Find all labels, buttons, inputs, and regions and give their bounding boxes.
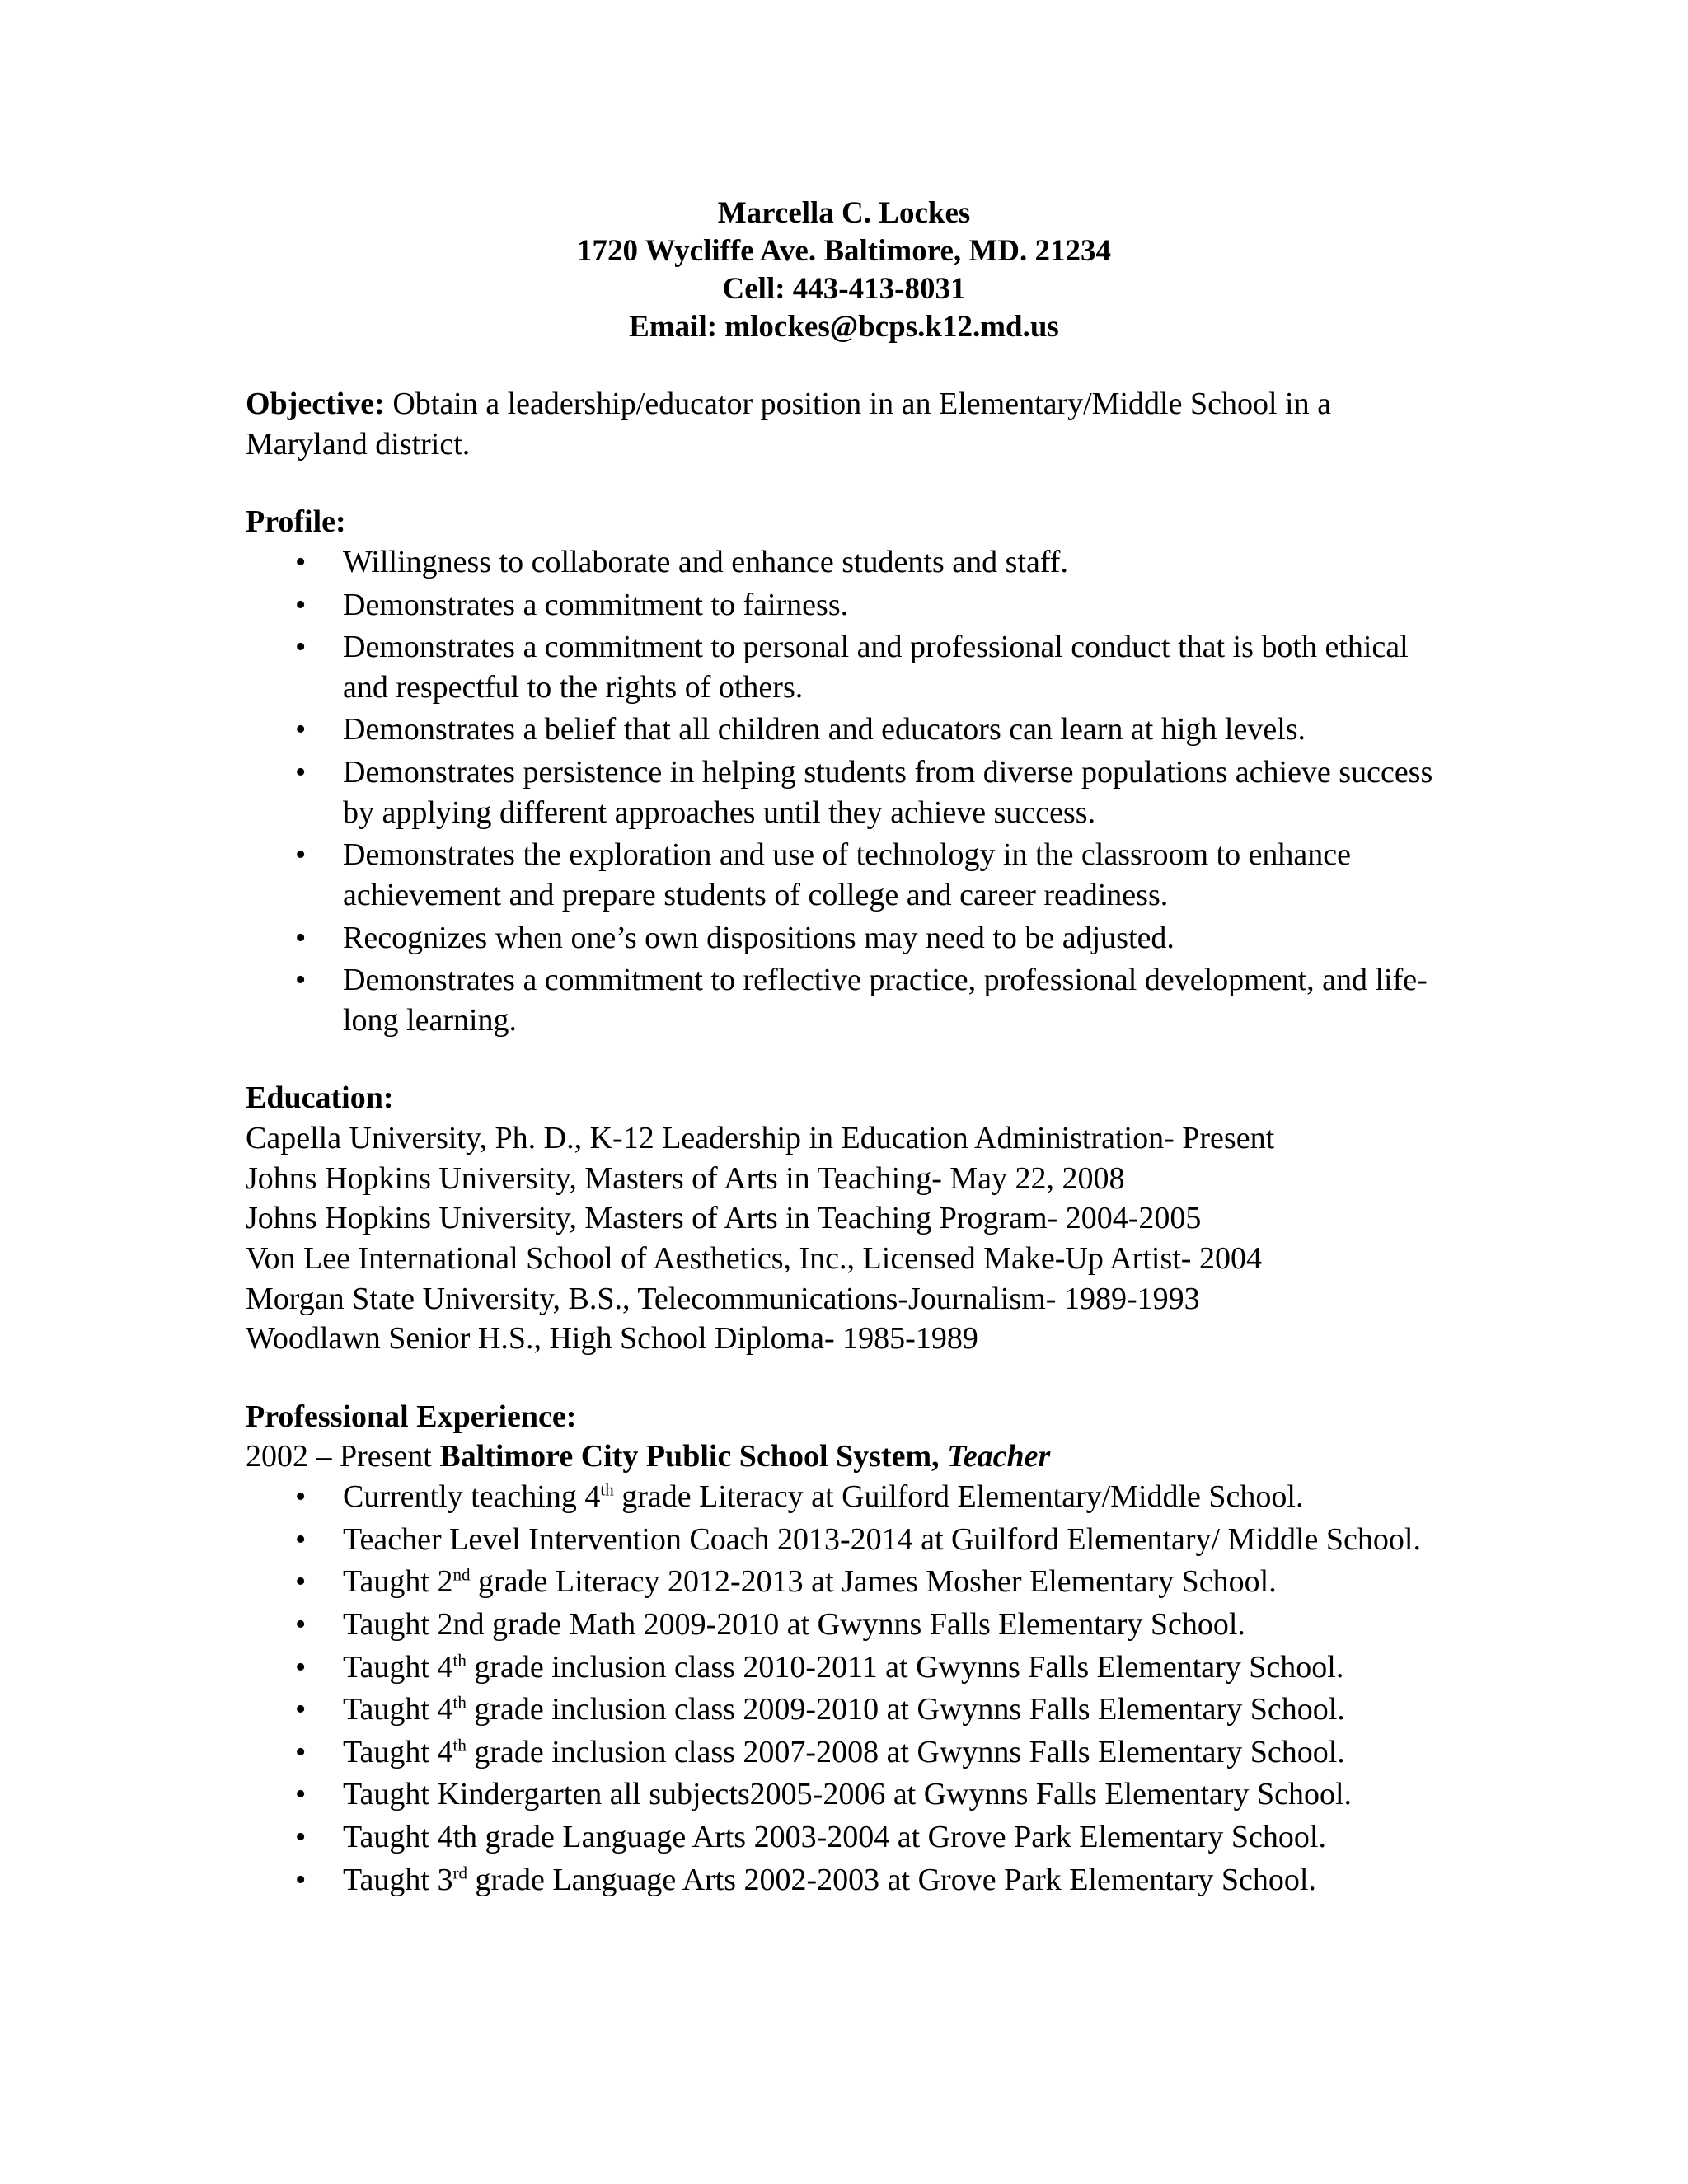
education-entry: Von Lee International School of Aesthetics, Inc., Licensed Make-Up Artist- 2004 [246,1240,1262,1276]
list-item: • Demonstrates a commitment to fairness. [343,585,1442,626]
education-entry: Morgan State University, B.S., Telecommunications-Journalism- 1989-1993 [246,1281,1200,1316]
education-entry: Capella University, Ph. D., K-12 Leadership in Education Administration- Present [246,1121,1275,1155]
profile-section [246,502,1442,1040]
profile-heading: Profile: [246,504,346,540]
list-item: • Taught 2nd grade Literacy 2012-2013 at James Mosher Elementary School. [343,1562,1442,1602]
list-item: • Demonstrates a commitment to personal and professional conduct that is both ethical and respectful to the rights of others. [343,627,1442,707]
education-heading: Education: [246,1080,394,1116]
list-item: • Demonstrates the exploration and use of technology in the classroom to enhance achievement and prepare students of college and career readiness. [343,835,1442,915]
education-entry: Woodlawn Senior H.S., High School Diploma- 1985-1989 [246,1321,978,1357]
job-dates: 2002 – Present [246,1439,440,1474]
candidate-name: Marcella C. Lockes [717,196,971,230]
resume-header [0,194,1688,346]
job-title-line [246,1436,1442,1477]
experience-list [246,1477,1442,1900]
list-item: • Teacher Level Intervention Coach 2013-2014 at Guilford Elementary/ Middle School. [343,1520,1442,1560]
resume-body [246,384,1442,1902]
cell-phone: Cell: 443-413-8031 [722,272,966,306]
objective-text: Obtain a leadership/educator position in an Elementary/Middle School in a Maryland district. [246,387,1331,462]
list-item: • Taught 3rd grade Language Arts 2002-2003 at Grove Park Elementary School. [343,1860,1442,1900]
list-item: • Taught 4th grade inclusion class 2009-2010 at Gwynns Falls Elementary School. [343,1690,1442,1730]
list-item: • Taught 4th grade inclusion class 2007-2008 at Gwynns Falls Elementary School. [343,1732,1442,1773]
job-employer: Baltimore City Public School System, [439,1439,948,1474]
list-item: • Demonstrates persistence in helping students from diverse populations achieve success by applying different approaches until they achieve success. [343,752,1442,832]
education-section [246,1078,1442,1358]
education-entry: Johns Hopkins University, Masters of Arts in Teaching- May 22, 2008 [246,1160,1125,1196]
education-entry: Johns Hopkins University, Masters of Arts in Teaching Program- 2004-2005 [246,1201,1202,1236]
objective-label: Objective: [246,387,385,421]
list-item: • Taught 2nd grade Math 2009-2010 at Gwynns Falls Elementary School. [343,1605,1442,1645]
list-item: • Demonstrates a commitment to reflective practice, professional development, and life-long learning. [343,960,1442,1040]
list-item: • Recognizes when one’s own dispositions may need to be adjusted. [343,918,1442,958]
list-item: • Taught 4th grade Language Arts 2003-2004 at Grove Park Elementary School. [343,1817,1442,1858]
list-item: • Willingness to collaborate and enhance students and staff. [343,542,1442,583]
list-item: • Taught 4th grade inclusion class 2010-2011 at Gwynns Falls Elementary School. [343,1647,1442,1688]
email: Email: mlockes@bcps.k12.md.us [629,310,1059,344]
list-item: • Demonstrates a belief that all children and educators can learn at high levels. [343,710,1442,750]
profile-list [246,542,1442,1041]
list-item: • Currently teaching 4th grade Literacy at Guilford Elementary/Middle School. [343,1477,1442,1517]
experience-heading: Professional Experience: [246,1399,577,1434]
list-item: • Taught Kindergarten all subjects2005-2006 at Gwynns Falls Elementary School. [343,1774,1442,1815]
experience-section [246,1397,1442,1900]
address: 1720 Wycliffe Ave. Baltimore, MD. 21234 [576,234,1112,268]
objective-section [246,384,1442,464]
job-title: Teacher [947,1439,1051,1474]
